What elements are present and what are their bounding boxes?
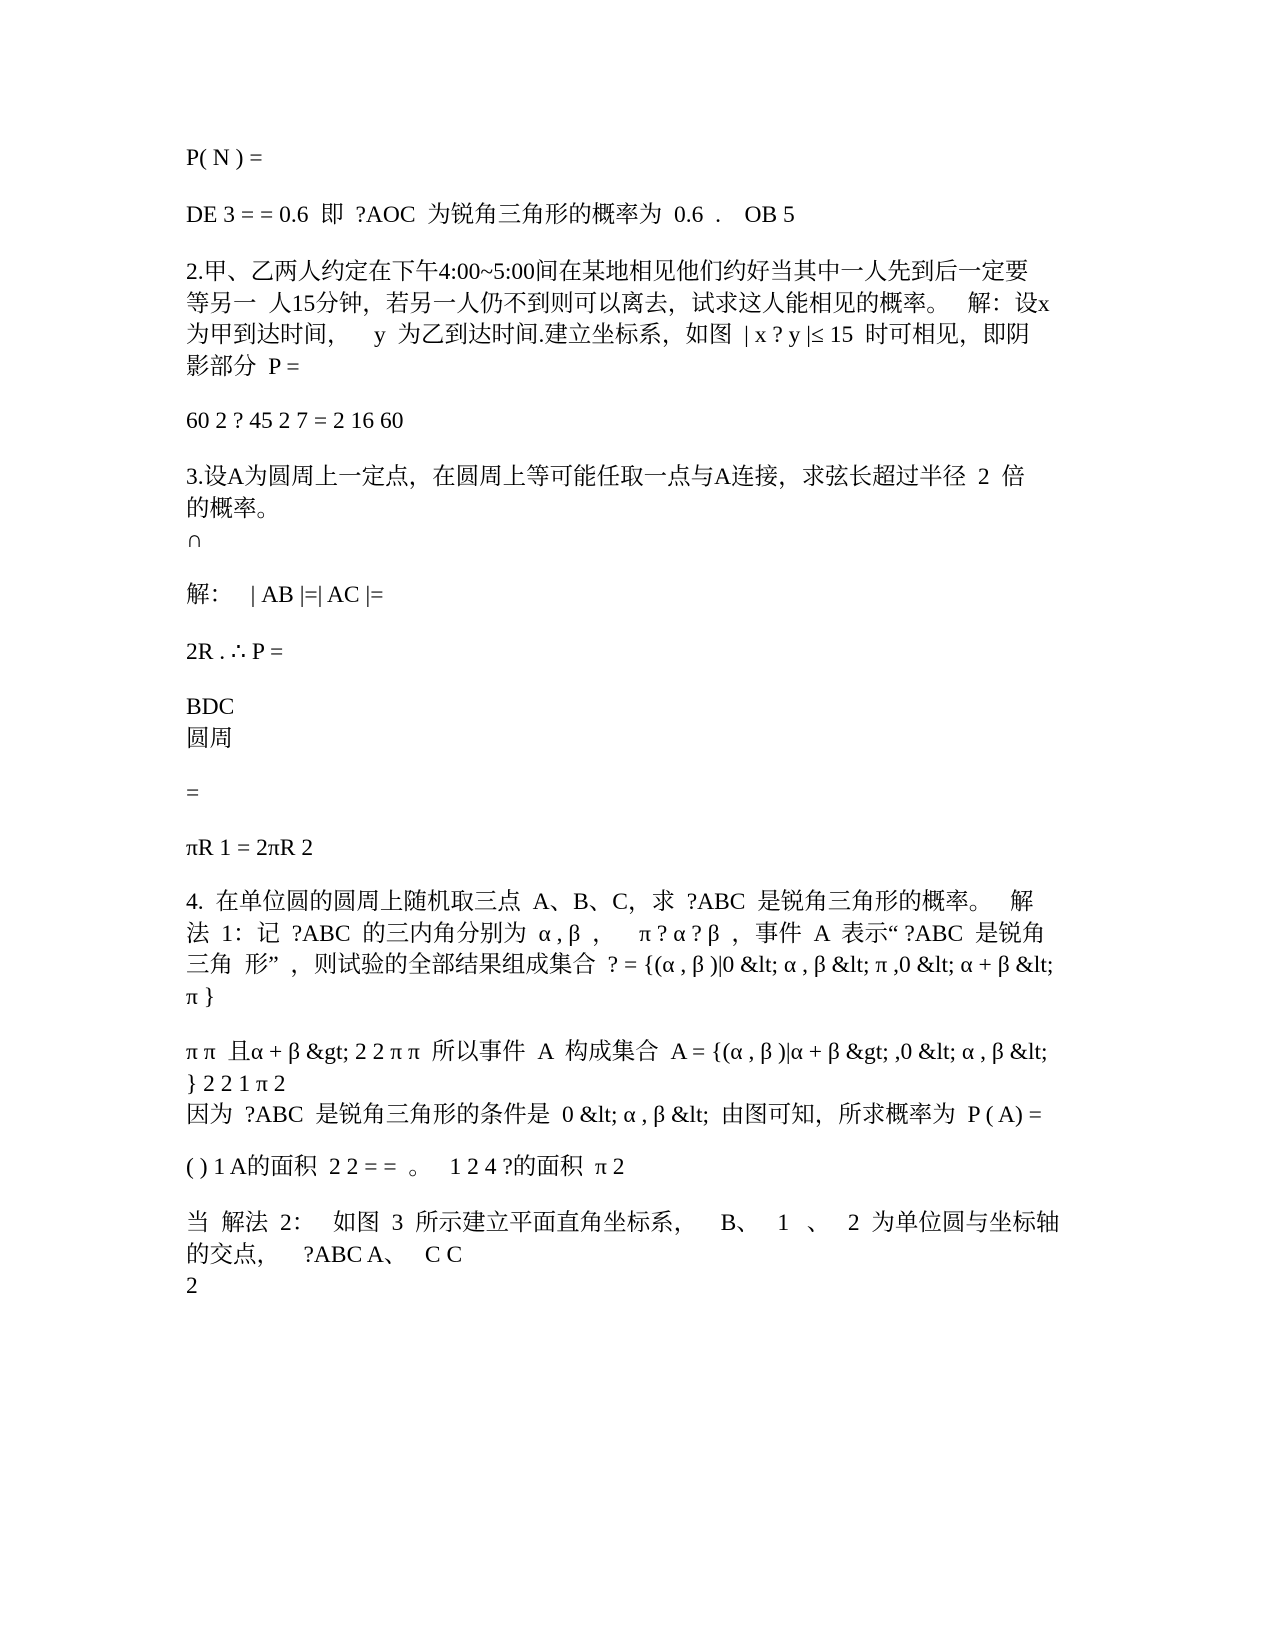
problem-4-method-2: 当 解法 2： 如图 3 所示建立平面直角坐标系， B、 1 、 2 为单位圆与坐标轴 的交点， ?ABC A、 C C 2 [186, 1210, 1060, 1299]
problem-4-set-a: π π 且α + β &gt; 2 2 π π 所以事件 A 构成集合 A = {(α , β )|α + β &gt; ,0 &lt; α , β &lt; } 2 2 1 π 2 因为 ?ABC 是锐角三角形的条件是 0 &lt; α , β &lt; 由图可知，所求概率为 P ( A) = [186, 1039, 1048, 1128]
problem-4-area-ratio: ( ) 1 A的面积 2 2 = = 。 1 2 4 ?的面积 π 2 [186, 1154, 625, 1180]
equals-line: = [186, 780, 200, 806]
problem-3-solution-ab: 解： | AB |=| AC |= [186, 582, 384, 608]
problem-3-result: πR 1 = 2πR 2 [186, 835, 314, 861]
formula-pn: P( N ) = [186, 145, 263, 171]
problem-2-paragraph: 2.甲、乙两人约定在下午4:00~5:00间在某地相见他们约好当其中一人先到后一定要 等另一 人15分钟，若另一人仍不到则可以离去，试求这人能相见的概率。 解：设x 为甲到达时间， y 为乙到达时间.建立坐标系，如图 | x ? y |≤ 15 时可相见，即阴 影部分 P = [186, 259, 1050, 380]
problem-2-formula: 60 2 ? 45 2 7 = 2 16 60 [186, 408, 404, 434]
problem-4-paragraph: 4. 在单位圆的圆周上随机取三点 A、B、C，求 ?ABC 是锐角三角形的概率。 解 法 1：记 ?ABC 的三内角分别为 α , β ， π ? α ? β ，事件 A 表示“ ?ABC 是锐角 三角 形” ，则试验的全部结果组成集合 ? = {(α , β )|0 &lt; α , β &lt; π ,0 &lt; α + β &lt; π } [186, 889, 1054, 1010]
problem-3-fraction-bdc: BDC 圆周 [186, 694, 235, 752]
result-line-aoc: DE 3 = = 0.6 即 ?AOC 为锐角三角形的概率为 0.6 . OB 5 [186, 202, 795, 228]
problem-3-paragraph: 3.设A为圆周上一定点，在圆周上等可能任取一点与A连接，求弦长超过半径 2 倍 的概率。 ∩ [186, 464, 1025, 553]
problem-3-solution-p: 2R . ∴ P = [186, 639, 284, 665]
